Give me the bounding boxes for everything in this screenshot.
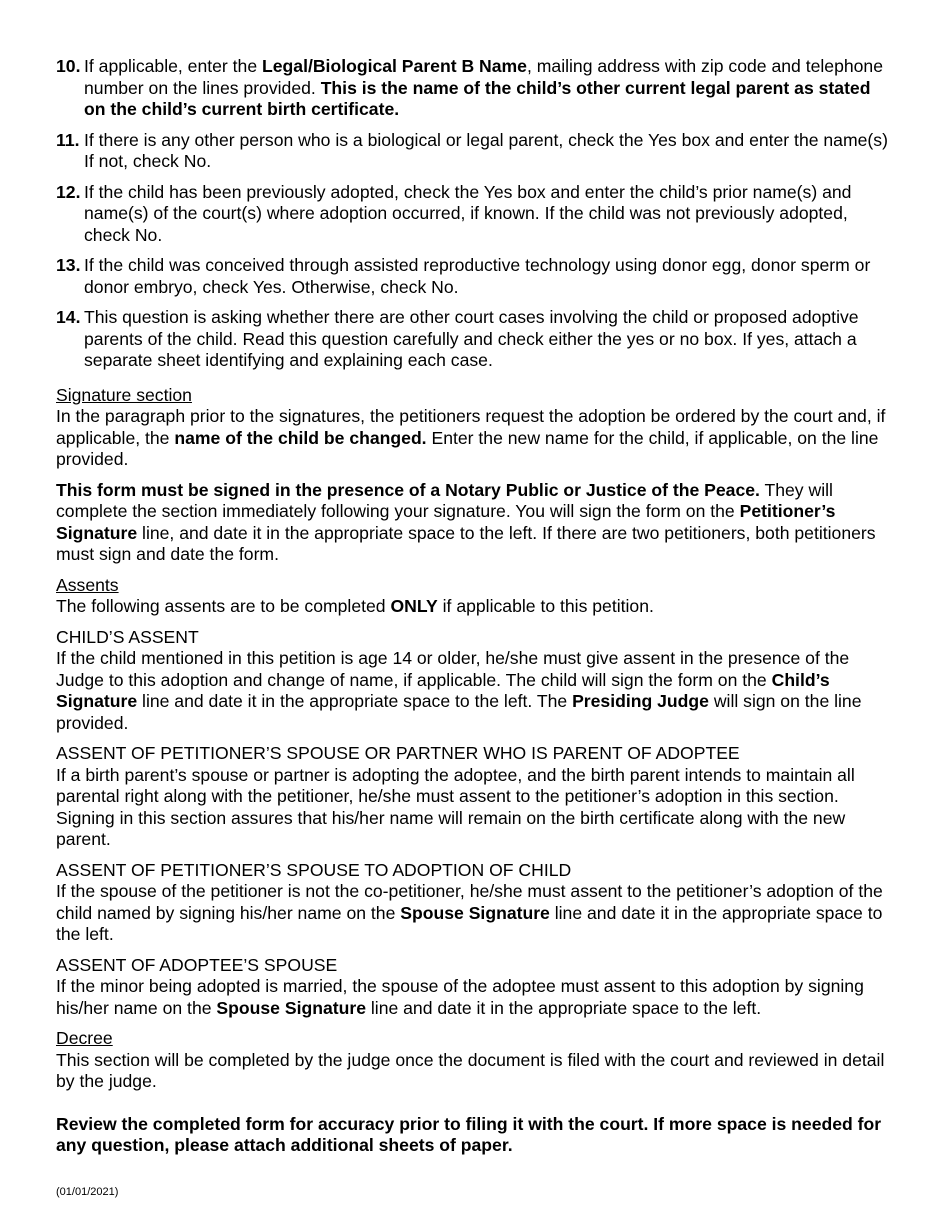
instruction-item-13 [56,255,896,298]
bold-run: name of the child be changed. [174,427,427,448]
text-run: They will complete the section immediately following your signature. You will sign the form on the [56,479,833,521]
bold-run: Petitioner’s Signature [56,501,836,543]
review-note [56,1114,896,1157]
form-revision-date: (01/01/2021) [56,1186,119,1198]
bold-run: Legal/Biological Parent B Name [262,56,527,76]
signature-section-heading: Signature section [56,384,192,405]
assent-block-petitioner-spouse [56,860,896,946]
assent-block-child [56,627,896,735]
assent-block-adoptee-spouse [56,955,896,1020]
instruction-item-14 [56,307,896,372]
item-number: 10. [56,56,81,76]
bold-run: Spouse Signature [216,997,366,1018]
text-run: Enter the new name for the child, if applicable, on the line provided. [56,427,879,469]
text-run: will sign on the line provided. [56,691,862,733]
item-text [84,182,896,247]
assent-text [56,976,896,1019]
text-run: line and date it in the appropriate space to the left. [56,902,883,944]
decree-section [56,1028,896,1093]
decree-text: This section will be completed by the judge once the document is filed with the court and reviewed in detail by the judge. [56,1049,885,1091]
assent-title: ASSENT OF PETITIONER’S SPOUSE TO ADOPTION OF CHILD [56,859,572,880]
item-number: 12. [56,181,81,202]
item-number: 11. [56,129,80,150]
text-run: If the child was conceived through assisted reproductive technology using donor egg, donor sperm or donor embryo, check Yes. Otherwise, check No. [84,255,871,297]
assent-block-spouse-partner [56,743,896,851]
assent-title: ASSENT OF ADOPTEE’S SPOUSE [56,954,338,975]
assents-section [56,575,896,1020]
item-text [84,255,896,298]
text-run: If a birth parent’s spouse or partner is adopting the adoptee, and the birth parent intends to maintain all parental right along with the petitioner, he/she must assent to the petitioner’s adoption in this section. Signing in this section assures that his/her name will remain on the birth certificate along with the new parent. [56,764,855,849]
item-number: 13. [56,255,81,275]
signature-section [56,385,896,566]
instructions-page [56,56,896,1157]
text-run: If the child has been previously adopted, check the Yes box and enter the child’s prior name(s) and name(s) of the court(s) where adoption occurred, if known. If the child was not previously adopted, check No. [84,181,852,245]
item-text [84,307,896,372]
assent-text [56,765,896,851]
item-text [84,130,896,173]
text-run: line, and date it in the appropriate space to the left. If there are two petitioners, both petitioners must sign and date the form. [56,522,876,564]
assents-intro [56,596,896,618]
text-run: line and date it in the appropriate space to the left. [365,997,762,1018]
text-run: If the child mentioned in this petition is age 14 or older, he/she must give assent in the presence of the Judge to this adoption and change of name, if applicable. The child will sign the form on the [56,648,850,690]
item-number: 14. [56,307,81,327]
assent-text [56,881,896,946]
assent-text [56,648,896,734]
instruction-item-10 [56,56,896,121]
text-run: In the paragraph prior to the signatures, the petitioners request the adoption be ordered by the court and, if applicable, the [56,406,886,448]
text-run: This question is asking whether there are other court cases involving the child or proposed adoptive parents of the child. Read this question carefully and check either the yes or no box. If yes, attach a separate sheet identifying and explaining each case. [84,307,859,370]
bold-run: Review the completed form for accuracy prior to filing it with the court. If more space is needed for any question, please attach additional sheets of paper. [56,1113,882,1155]
instruction-item-12 [56,182,896,247]
text-run: if applicable to this petition. [437,596,654,616]
signature-paragraph-1 [56,406,896,471]
bold-run: Child’s Signature [56,669,830,711]
bold-run: ONLY [390,596,438,616]
bold-run: Spouse Signature [400,902,550,923]
instruction-item-11 [56,130,896,173]
assent-title: ASSENT OF PETITIONER’S SPOUSE OR PARTNER WHO IS PARENT OF ADOPTEE [56,743,740,763]
text-run: line and date it in the appropriate space to the left. The [137,691,573,711]
assent-title: CHILD’S ASSENT [56,626,199,647]
bold-run: Presiding Judge [572,691,709,711]
text-run: If the minor being adopted is married, the spouse of the adoptee must assent to this adoption by signing his/her name on the [56,976,864,1018]
text-run: The following assents are to be completed [56,596,391,616]
bold-run: This is the name of the child’s other current legal parent as stated on the child’s current birth certificate. [84,77,871,119]
item-text [84,56,896,121]
text-run: , mailing address with zip code and telephone number on the lines provided. [84,56,883,98]
assents-heading: Assents [56,574,119,595]
bold-run: This form must be signed in the presence of a Notary Public or Justice of the Peace. [56,479,760,500]
text-run: If there is any other person who is a biological or legal parent, check the Yes box and enter the name(s) If not, check No. [84,129,888,171]
text-run: If applicable, enter the [84,56,263,76]
text-run: If the spouse of the petitioner is not the co-petitioner, he/she must assent to the petitioner’s adoption of the child named by signing his/her name on the [56,881,883,923]
signature-paragraph-2 [56,480,896,566]
decree-heading: Decree [56,1028,113,1048]
